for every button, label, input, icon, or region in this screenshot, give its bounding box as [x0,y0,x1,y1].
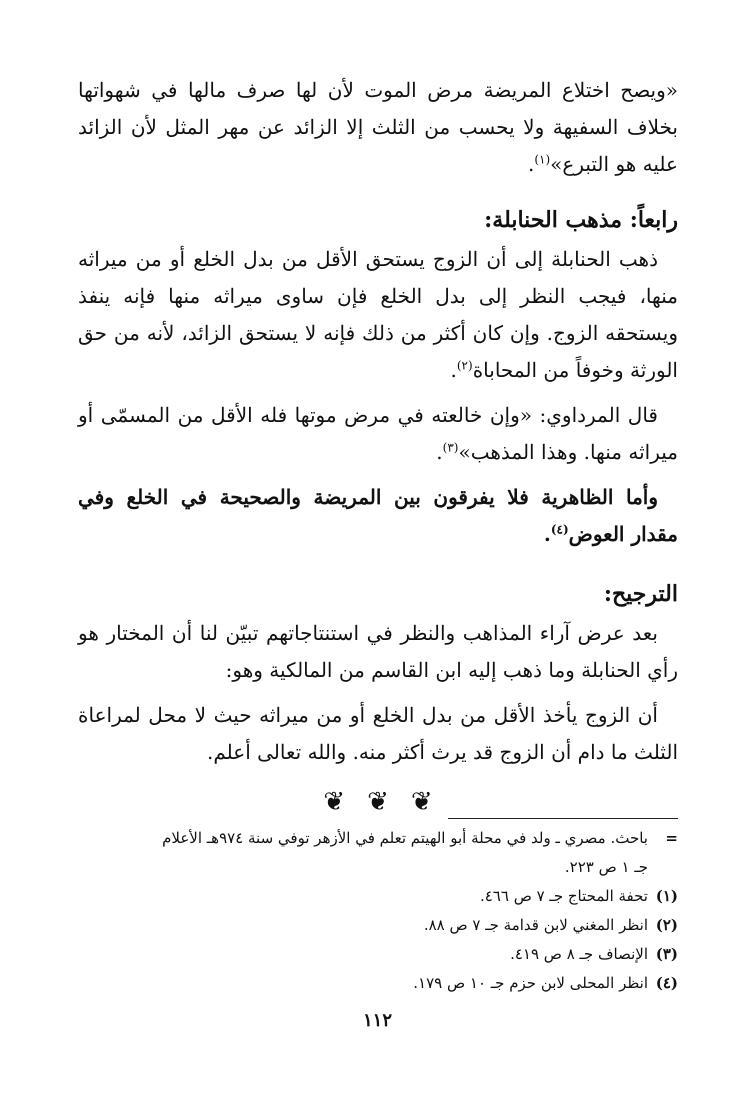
hanabila-text: ذهب الحنابلة إلى أن الزوج يستحق الأقل من بدل الخلع أو من ميراثه منها، فيجب النظر إلى بدل الخلع فإن ساوى ميراثه منها فإنه ينفذ ويستحقه الزوج. وإن كان أكثر من ذلك فإنه لا يستحق الزائد، لأنه من حق الورثة وخوفاً من المحاباة [78,247,678,382]
tarjih-paragraph: بعد عرض آراء المذاهب والنظر في استنتاجاتهم تبيّن لنا أن المختار هو رأي الحنابلة وما ذهب إليه ابن القاسم من المالكية وهو: [78,621,678,682]
continuation-mark: = [665,829,678,847]
mardawi-paragraph [78,397,678,471]
footnote-item [78,940,678,969]
zahiriyya-paragraph [78,479,678,553]
footnote-ref-3[interactable]: (٣) [442,440,459,455]
footnote-ref-1[interactable]: (١) [534,152,551,167]
footnote-mark: (٣) [655,945,678,963]
ornament-icon: ❦ [367,787,389,817]
punctuation: . [543,522,551,546]
footnote-ref-4[interactable]: (٤) [550,522,569,537]
footnotes [78,824,678,998]
footnote-item [78,911,678,940]
conclusion-paragraph: أن الزوج يأخذ الأقل من بدل الخلع أو من ميراثه حيث لا محل لمراعاة الثلث ما دام أن الزوج قد يرث أكثر منه. والله تعالى أعلم. [78,703,678,764]
footnote-item [78,882,678,911]
ornament-icon: ❦ [323,787,346,817]
footnote-text: انظر المحلى لابن حزم جـ ١٠ ص ١٧٩. [413,974,648,992]
page-number: ١١٢ [362,1010,392,1031]
continuation-text: باحث. مصري ـ ولد في محلة أبو الهيتم تعلم في الأزهر توفي سنة ٩٧٤هـ الأعلام [162,829,648,847]
footnote-continuation [78,824,678,853]
quote-paragraph [78,72,678,183]
footnote-mark: (٢) [655,916,678,934]
ornament-icon: ❦ [410,787,433,817]
footnote-ref-2[interactable]: (٢) [456,358,473,373]
footnote-mark: (١) [655,887,678,905]
footnote-item [78,969,678,998]
mardawi-text: قال المرداوي: «وإن خالعته في مرض موتها فله الأقل من المسمّى أو ميراثه منها. وهذا المذهب» [78,403,678,464]
punctuation: . [527,152,535,176]
footnote-separator [448,818,678,819]
footnote-text: انظر المغني لابن قدامة جـ ٧ ص ٨٨. [423,916,648,934]
footnote-mark: (٤) [655,974,678,992]
section-heading-hanabila: رابعاً: مذهب الحنابلة: [484,207,678,233]
zahiriyya-text: وأما الظاهرية فلا يفرقون بين المريضة والصحيحة في الخلع وفي مقدار العوض [78,485,678,546]
quote-text: «ويصح اختلاع المريضة مرض الموت لأن لها صرف مالها في شهواتها بخلاف السفيهة ولا يحسب من الثلث إلا الزائد عن مهر المثل لأن الزائد عليه هو التبرع» [78,78,678,176]
section-heading-tarjih: الترجيح: [603,581,678,607]
continuation-text-line2: جـ ١ ص ٢٢٣. [564,858,648,876]
footnote-text: تحفة المحتاج جـ ٧ ص ٤٦٦. [479,887,648,905]
main-text [78,72,678,817]
hanabila-paragraph [78,241,678,389]
punctuation: . [450,358,457,382]
punctuation: . [436,440,443,464]
footnote-text: الإنصاف جـ ٨ ص ٤١٩. [510,945,648,963]
ornament-divider [78,787,678,817]
